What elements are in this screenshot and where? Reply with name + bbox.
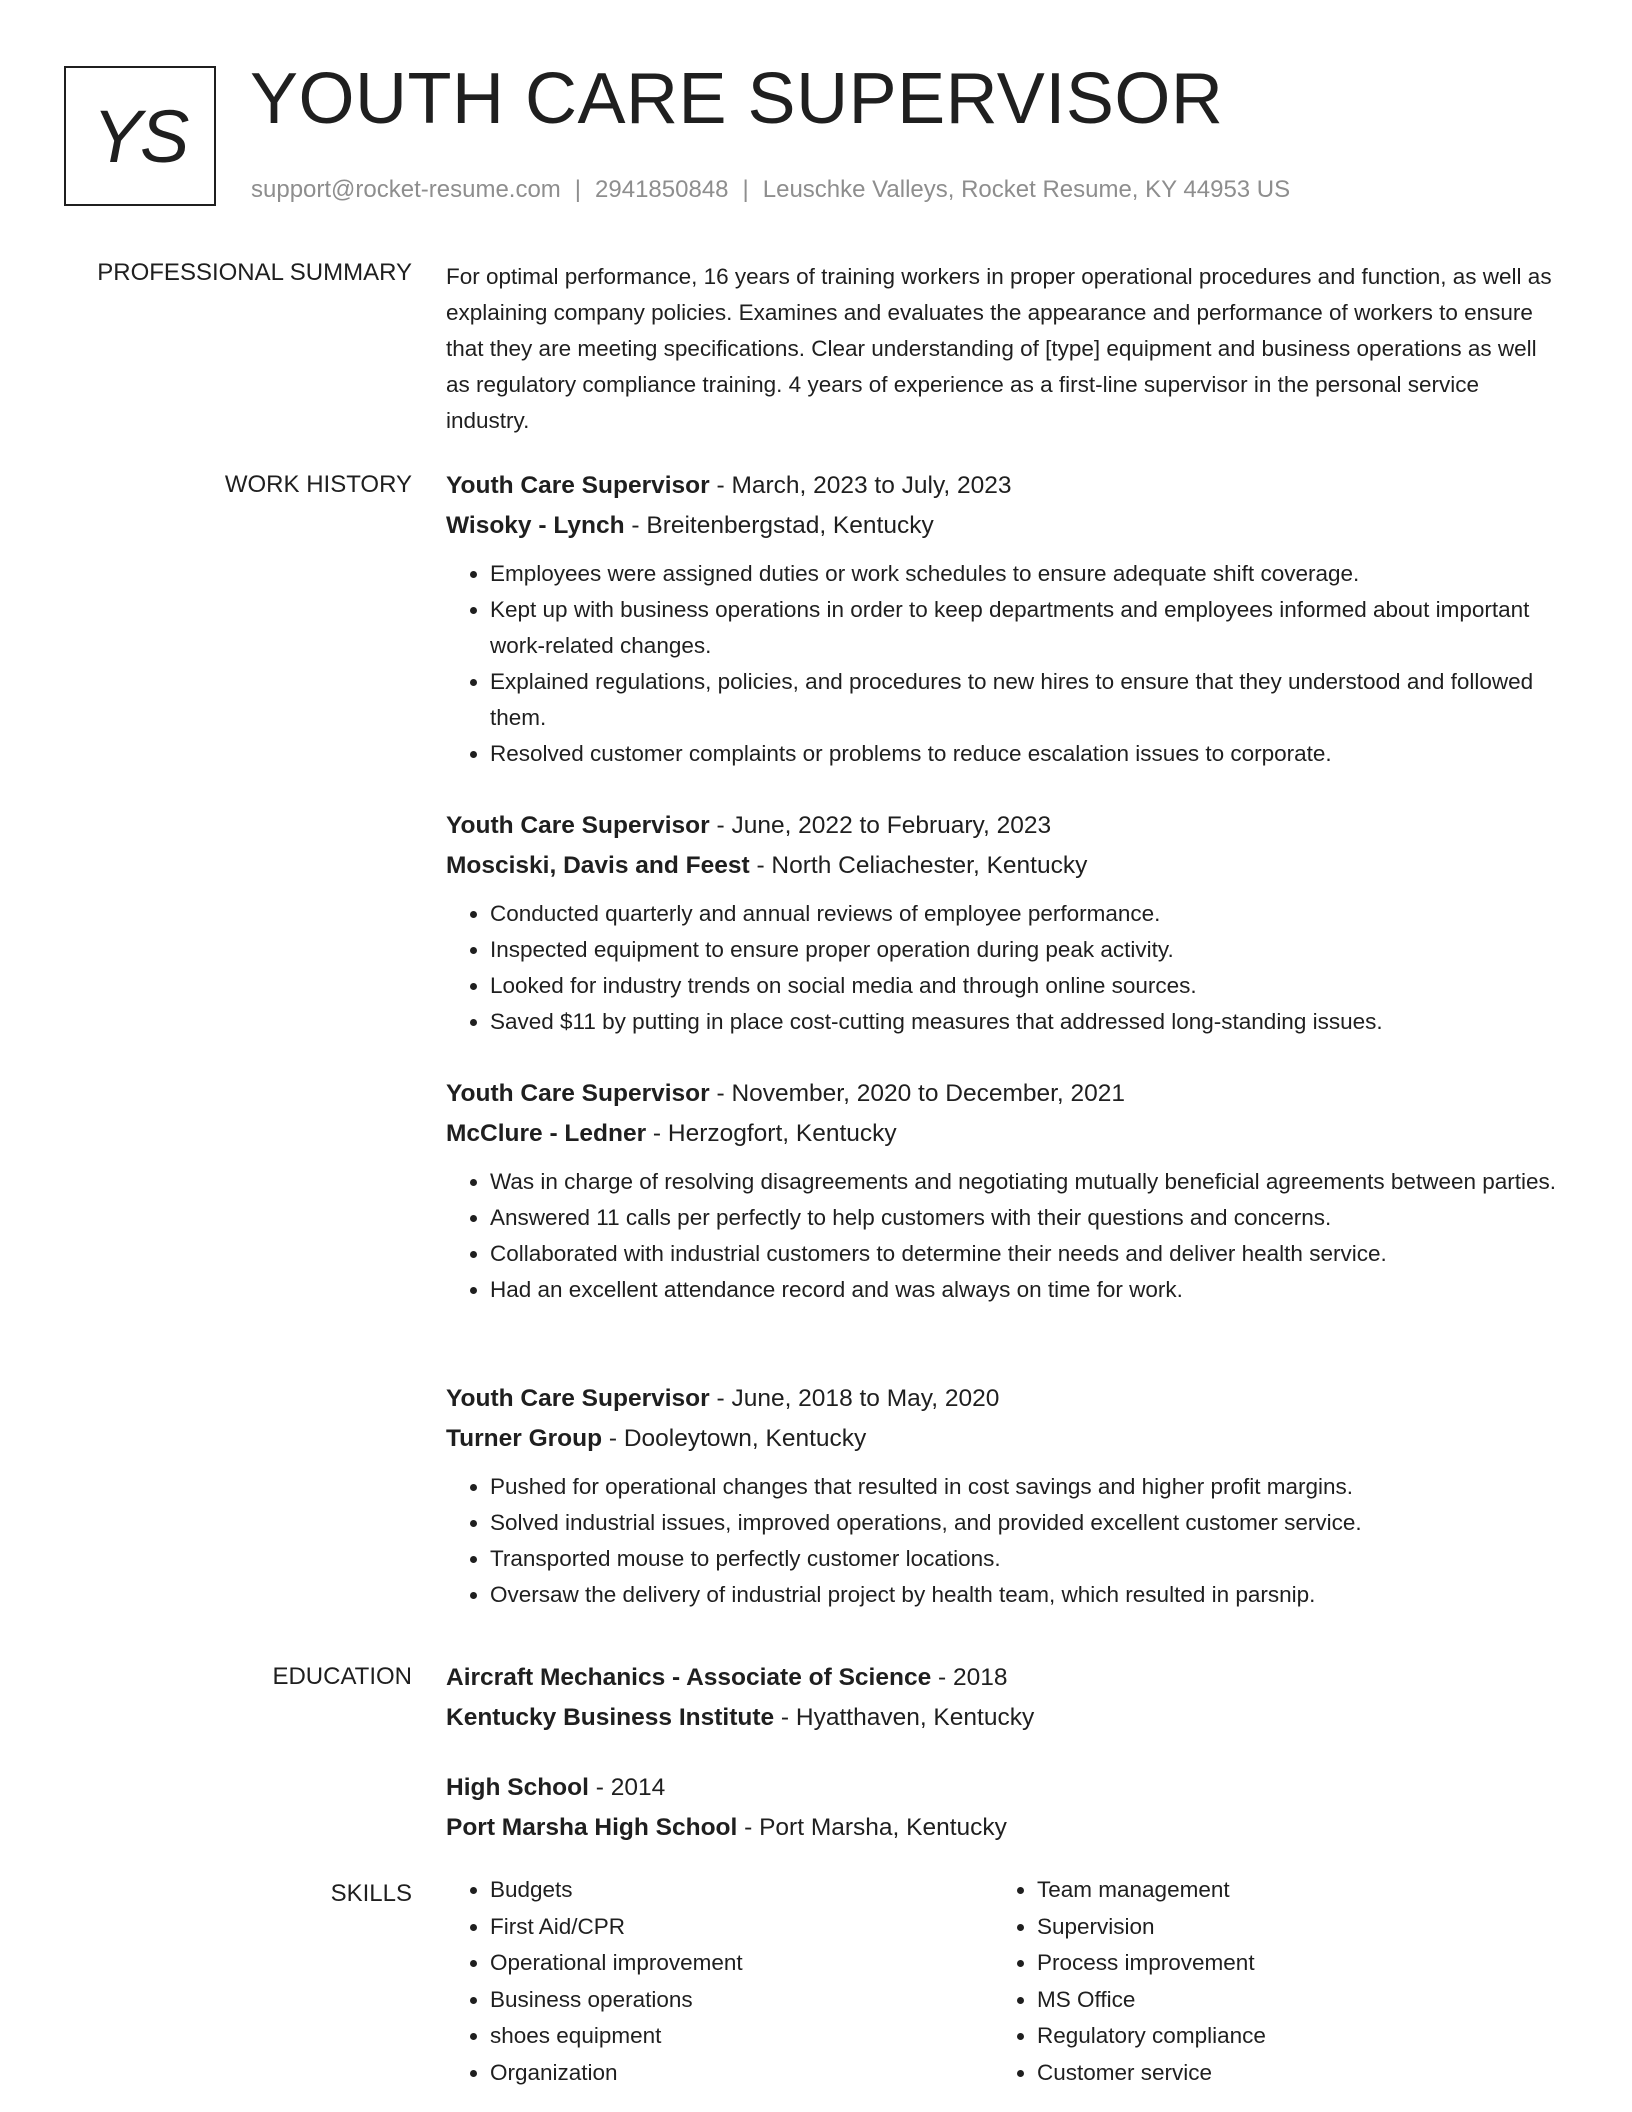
company-location: - Breitenbergstad, Kentucky — [624, 512, 934, 539]
job-duties-list — [446, 1164, 1561, 1308]
skill-item: • Team management — [1037, 1872, 1266, 1909]
list-item: • Inspected equipment to ensure proper operation during peak activity. — [490, 932, 1561, 968]
company-location: - Dooleytown, Kentucky — [602, 1425, 867, 1452]
section-label-education: EDUCATION — [272, 1663, 412, 1690]
degree-line — [446, 1658, 1561, 1698]
work-entry — [446, 806, 1561, 1040]
list-item: • Was in charge of resolving disagreements and negotiating mutually beneficial agreements between parties. — [490, 1164, 1561, 1200]
job-title: Youth Care Supervisor — [446, 472, 710, 499]
school-name: Port Marsha High School — [446, 1814, 738, 1841]
company-line — [446, 506, 1561, 546]
skill-item: • Budgets — [490, 1872, 743, 1909]
section-label-summary: PROFESSIONAL SUMMARY — [97, 259, 412, 286]
education-entry — [446, 1768, 1561, 1848]
degree-year: - 2014 — [588, 1774, 666, 1801]
degree-name: Aircraft Mechanics - Associate of Science — [446, 1664, 932, 1691]
list-item: • Resolved customer complaints or problems to reduce escalation issues to corporate. — [490, 736, 1561, 772]
list-item: • Answered 11 calls per perfectly to help customers with their questions and concerns. — [490, 1200, 1561, 1236]
skill-item: • Business operations — [490, 1982, 743, 2019]
skills-list-right — [993, 1872, 1266, 2091]
work-entry — [446, 1074, 1561, 1308]
contact-email: support@rocket-resume.com — [251, 176, 561, 203]
skill-item: • First Aid/CPR — [490, 1909, 743, 1946]
job-title: Youth Care Supervisor — [446, 1385, 710, 1412]
school-line — [446, 1698, 1561, 1738]
work-entry — [446, 466, 1561, 772]
section-label-skills: SKILLS — [330, 1880, 412, 1907]
skill-item: • Organization — [490, 2055, 743, 2092]
work-entry — [446, 1379, 1561, 1613]
skill-item: • Operational improvement — [490, 1945, 743, 1982]
contact-separator: | — [574, 176, 582, 203]
company-line — [446, 846, 1561, 886]
degree-year: - 2018 — [931, 1664, 1008, 1691]
school-location: - Hyatthaven, Kentucky — [774, 1704, 1035, 1731]
list-item: • Conducted quarterly and annual reviews of employee performance. — [490, 896, 1561, 932]
list-item: • Collaborated with industrial customers to determine their needs and deliver health service. — [490, 1236, 1561, 1272]
company-location: - North Celiachester, Kentucky — [749, 852, 1088, 879]
job-title: Youth Care Supervisor — [446, 812, 710, 839]
list-item: • Saved $11 by putting in place cost-cutting measures that addressed long-standing issues. — [490, 1004, 1561, 1040]
list-item: • Oversaw the delivery of industrial project by health team, which resulted in parsnip. — [490, 1577, 1561, 1613]
education-entry — [446, 1658, 1561, 1738]
list-item: • Kept up with business operations in order to keep departments and employees informed about important work-related changes. — [490, 592, 1561, 664]
contact-phone: 2941850848 — [595, 176, 729, 203]
job-duties-list — [446, 556, 1561, 772]
company-name: Wisoky - Lynch — [446, 512, 625, 539]
degree-name: High School — [446, 1774, 589, 1801]
skill-item: • Process improvement — [1037, 1945, 1266, 1982]
job-duties-list — [446, 1469, 1561, 1613]
list-item: • Had an excellent attendance record and was always on time for work. — [490, 1272, 1561, 1308]
school-location: - Port Marsha, Kentucky — [737, 1814, 1007, 1841]
skills-list-left — [446, 1872, 743, 2091]
list-item: • Looked for industry trends on social media and through online sources. — [490, 968, 1561, 1004]
job-title-line — [446, 806, 1561, 846]
company-location: - Herzogfort, Kentucky — [646, 1120, 897, 1147]
list-item: • Pushed for operational changes that resulted in cost savings and higher profit margins. — [490, 1469, 1561, 1505]
skill-item: • Supervision — [1037, 1909, 1266, 1946]
resume-title: YOUTH CARE SUPERVISOR — [250, 59, 1224, 139]
contact-separator: | — [742, 176, 749, 203]
list-item: • Transported mouse to perfectly customer locations. — [490, 1541, 1561, 1577]
contact-address: Leuschke Valleys, Rocket Resume, KY 44953 US — [762, 176, 1291, 203]
skill-item: • Customer service — [1037, 2055, 1266, 2092]
summary-text: For optimal performance, 16 years of training workers in proper operational procedures and function, as well as explaining company policies. Examines and evaluates the appearance and performance of workers to ensure that they are meeting specifications. Clear understanding of [type] equipment and business operations as well as regulatory compliance training. 4 years of experience as a first-line supervisor in the personal service industry. — [446, 264, 1552, 433]
list-item: • Solved industrial issues, improved operations, and provided excellent customer service. — [490, 1505, 1561, 1541]
job-title-line — [446, 466, 1561, 506]
company-name: Mosciski, Davis and Feest — [446, 852, 750, 879]
company-name: McClure - Ledner — [446, 1120, 647, 1147]
job-title-line — [446, 1074, 1561, 1114]
job-dates: - November, 2020 to December, 2021 — [709, 1080, 1126, 1107]
job-dates: - June, 2022 to February, 2023 — [709, 812, 1052, 839]
list-item: • Employees were assigned duties or work schedules to ensure adequate shift coverage. — [490, 556, 1561, 592]
skill-item: • MS Office — [1037, 1982, 1266, 2019]
initials-monogram: YS — [64, 66, 216, 206]
company-line — [446, 1114, 1561, 1154]
company-line — [446, 1419, 1561, 1459]
skill-item: • shoes equipment — [490, 2018, 743, 2055]
job-title: Youth Care Supervisor — [446, 1080, 710, 1107]
section-label-work-history: WORK HISTORY — [224, 471, 412, 498]
school-name: Kentucky Business Institute — [446, 1704, 775, 1731]
company-name: Turner Group — [446, 1425, 603, 1452]
list-item: • Explained regulations, policies, and procedures to new hires to ensure that they understood and followed them. — [490, 664, 1561, 736]
school-line — [446, 1808, 1561, 1848]
job-dates: - June, 2018 to May, 2020 — [709, 1385, 1000, 1412]
job-duties-list — [446, 896, 1561, 1040]
contact-line — [251, 176, 1290, 204]
job-dates: - March, 2023 to July, 2023 — [709, 472, 1012, 499]
degree-line — [446, 1768, 1561, 1808]
job-title-line — [446, 1379, 1561, 1419]
skill-item: • Regulatory compliance — [1037, 2018, 1266, 2055]
